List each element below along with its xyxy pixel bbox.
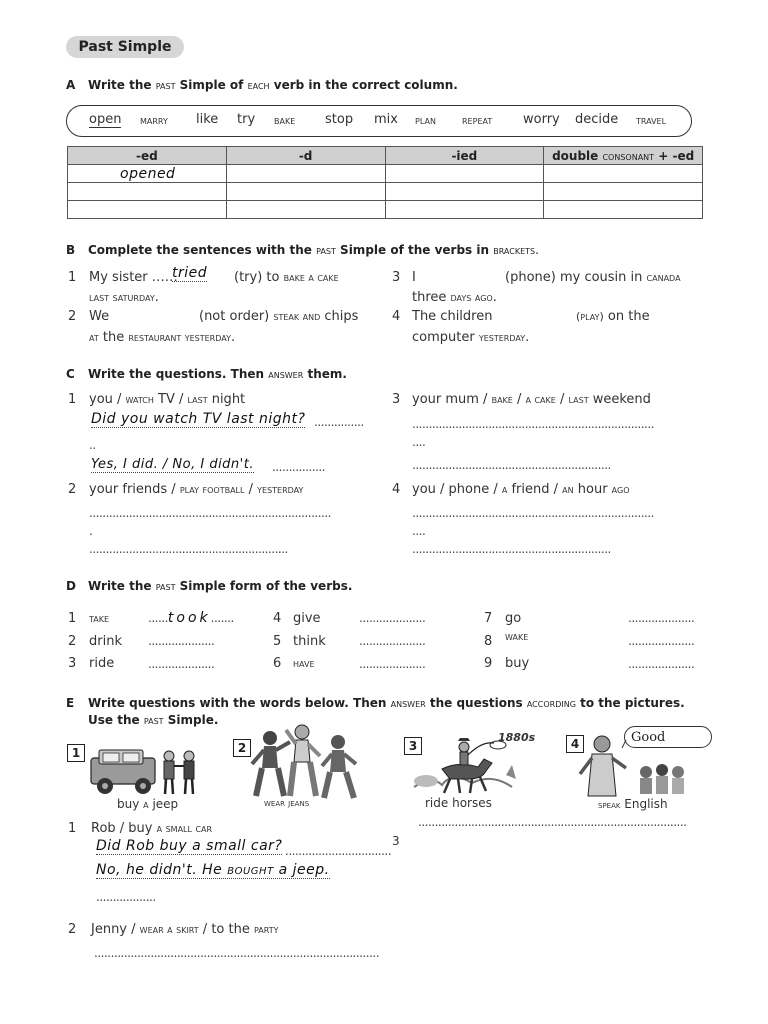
- sentence-text: [199, 309, 358, 324]
- answer-line[interactable]: ....................: [628, 657, 695, 671]
- prompt-small-caps: last: [568, 393, 589, 406]
- dancers-picture: [250, 724, 360, 800]
- instruction-text: Use the: [88, 713, 144, 727]
- table-cell[interactable]: [544, 183, 703, 201]
- prompt-small-caps: a: [501, 483, 508, 496]
- prompt-part: hour: [573, 482, 612, 497]
- table-cell-filled: opened: [68, 165, 227, 183]
- verb-columns-table: [67, 146, 703, 219]
- table-cell[interactable]: [385, 201, 544, 219]
- sentence-part: the: [98, 330, 129, 345]
- table-cell[interactable]: [68, 183, 227, 201]
- word-worry: worry: [523, 112, 560, 127]
- prompt-part: /: [555, 392, 569, 407]
- sentence-part: three: [412, 290, 451, 305]
- prompt-text: [412, 482, 630, 497]
- answer-line[interactable]: .........................................................................: [412, 506, 654, 520]
- column-header-d: -d: [226, 147, 385, 165]
- column-header-plus-ed: + -ed: [654, 148, 695, 163]
- column-header-double-text: double: [552, 148, 599, 163]
- sentence-text: [89, 290, 159, 305]
- sentence-part: .: [492, 290, 497, 305]
- year-label: 1880s: [498, 731, 536, 744]
- picture-number-2: 2: [233, 739, 251, 757]
- picture-number-1: 1: [67, 744, 85, 762]
- sentence-small-caps: (play): [576, 310, 604, 323]
- answer-line[interactable]: ....................: [359, 657, 426, 671]
- prompt-part: Rob / buy: [91, 821, 157, 836]
- sentence-text: The children: [412, 309, 493, 324]
- prompt-part: Jenny /: [91, 922, 140, 937]
- section-b-letter: B: [66, 243, 76, 257]
- instruction-text: them.: [303, 367, 347, 381]
- prompt-text: [412, 392, 651, 407]
- instruction-text: Simple of the verbs in: [335, 243, 494, 257]
- caption-part: English: [620, 797, 668, 811]
- answer-line[interactable]: ............................................................: [412, 542, 611, 556]
- prompt-part: /: [512, 392, 526, 407]
- answer-line: ....: [412, 435, 426, 449]
- prompt-small-caps: ago: [611, 483, 630, 496]
- prompt-small-caps: an: [562, 483, 574, 496]
- answer-dots: ......: [148, 611, 168, 625]
- prompt-text: [91, 922, 279, 937]
- picture-number-4: 4: [566, 735, 584, 753]
- table-cell[interactable]: [226, 201, 385, 219]
- item-number: 8: [484, 634, 493, 649]
- picture-caption-2: wear jeans: [264, 798, 310, 809]
- page-title: Past Simple: [66, 36, 184, 58]
- verb-ride: ride: [89, 656, 115, 671]
- column-header-double: [544, 147, 703, 165]
- section-e-letter: E: [66, 696, 75, 710]
- verb-drink: drink: [89, 634, 122, 649]
- section-a-heading: [66, 78, 458, 92]
- verb-wake: wake: [505, 630, 529, 643]
- prompt-small-caps: yesterday: [257, 483, 304, 496]
- item-number: 4: [273, 611, 282, 626]
- prompt-part: weekend: [588, 392, 651, 407]
- table-cell[interactable]: [68, 201, 227, 219]
- prompt-part: you / phone /: [412, 482, 502, 497]
- table-cell[interactable]: [544, 201, 703, 219]
- item-number: 3: [392, 392, 401, 407]
- word-open: open: [89, 112, 122, 127]
- word-plan: plan: [415, 114, 436, 127]
- verb-take: take: [89, 612, 110, 625]
- word-travel: travel: [636, 114, 667, 127]
- caption-part: jeep: [148, 797, 179, 811]
- verb-have: have: [293, 657, 315, 670]
- sentence-small-caps: steak and: [273, 310, 321, 323]
- answer-took: took: [167, 610, 211, 626]
- column-header-consonant: consonant: [602, 148, 655, 163]
- answer-line[interactable]: ......................................................................................: [94, 946, 380, 960]
- sentence-small-caps: bake a cake: [283, 271, 339, 284]
- instruction-text: Write the questions. Then: [88, 367, 269, 381]
- prompt-part: your friends /: [89, 482, 180, 497]
- instruction-text: the questions: [425, 696, 527, 710]
- word-marry: marry: [140, 114, 168, 127]
- instruction-text: Simple of: [175, 78, 248, 92]
- prompt-part: night: [207, 392, 246, 407]
- item-number: 2: [68, 482, 77, 497]
- prompt-small-caps: a small car: [156, 822, 213, 835]
- verb-buy: buy: [505, 656, 530, 671]
- answer-part: No, he didn't. He: [96, 862, 228, 878]
- section-e-heading-line2: [88, 713, 218, 727]
- sentence-text: My sister ……: [89, 270, 178, 285]
- answer-line: ................: [272, 460, 326, 474]
- jeep-picture: [85, 744, 205, 800]
- sentence-text: We: [89, 309, 110, 324]
- answer-response: [96, 862, 330, 879]
- answer-line: ..................: [96, 890, 156, 904]
- table-cell[interactable]: [385, 165, 544, 183]
- item-number: 6: [273, 656, 282, 671]
- prompt-small-caps: watch: [125, 393, 154, 406]
- column-header-ed: -ed: [68, 147, 227, 165]
- horse-riders-picture: [412, 735, 522, 797]
- answer-line[interactable]: ....................: [628, 611, 695, 625]
- prompt-small-caps: wear a skirt: [139, 923, 199, 936]
- item-number: 7: [484, 611, 493, 626]
- prompt-small-caps: last: [187, 393, 208, 406]
- sentence-part: on the: [603, 309, 650, 324]
- instruction-text: Write the: [88, 78, 156, 92]
- section-d-heading: [66, 579, 352, 593]
- instruction-text: Write questions with the words below. Then: [88, 696, 391, 710]
- instruction-text: .: [535, 243, 539, 257]
- answer-line[interactable]: ....................: [359, 611, 426, 625]
- sentence-part: (phone) my cousin in: [505, 270, 647, 285]
- sentence-small-caps: restaurant yesterday: [128, 331, 231, 344]
- answer-line: ................................: [285, 844, 392, 858]
- prompt-part: you /: [89, 392, 126, 407]
- word-mix: mix: [374, 112, 398, 127]
- caption-small-caps: a: [143, 798, 149, 811]
- instruction-small-caps: answer: [390, 696, 426, 710]
- sentence-small-caps: yesterday: [478, 331, 526, 344]
- item-number: 1: [68, 611, 77, 626]
- answer-line[interactable]: ....................: [148, 657, 215, 671]
- caption-part: buy: [117, 797, 144, 811]
- verb-think: think: [293, 634, 326, 649]
- instruction-small-caps: brackets: [493, 243, 536, 257]
- item-number: 1: [68, 270, 77, 285]
- table-cell[interactable]: [544, 165, 703, 183]
- item-number: 4: [392, 482, 401, 497]
- answer-question: Did you watch TV last night?: [91, 411, 306, 427]
- footnote-number: 3: [392, 834, 400, 848]
- prompt-part: friend /: [507, 482, 563, 497]
- sentence-text: [89, 330, 235, 345]
- instruction-text: Complete the sentences with the: [88, 243, 317, 257]
- prompt-small-caps: a cake: [525, 393, 556, 406]
- table-row: [68, 201, 703, 219]
- sentence-small-caps: days ago: [450, 291, 493, 304]
- picture-caption-1: [117, 797, 178, 811]
- instruction-small-caps: past: [155, 78, 176, 92]
- item-number: 9: [484, 656, 493, 671]
- section-a-letter: A: [66, 78, 76, 92]
- word-decide: decide: [575, 112, 619, 127]
- sentence-part: .: [525, 330, 530, 345]
- word-repeat: repeat: [462, 114, 493, 127]
- section-d-letter: D: [66, 579, 76, 593]
- instruction-text: Write the: [88, 579, 156, 593]
- sentence-text: [576, 309, 650, 324]
- instruction-text: Simple.: [163, 713, 219, 727]
- instruction-text: verb in the correct column.: [269, 78, 458, 92]
- sentence-part: (not order): [199, 309, 274, 324]
- answer-line[interactable]: ....................: [148, 634, 215, 648]
- instruction-small-caps: according: [526, 696, 576, 710]
- answer-line[interactable]: ............................................................: [412, 458, 611, 472]
- instruction-small-caps: answer: [268, 367, 304, 381]
- answer-dots: .......: [210, 611, 234, 625]
- instruction-small-caps: past: [316, 243, 336, 257]
- prompt-part: /: [244, 482, 258, 497]
- item-number: 2: [68, 922, 77, 937]
- prompt-text: [91, 821, 212, 836]
- sentence-small-caps: at: [89, 331, 99, 344]
- prompt-part: TV /: [153, 392, 188, 407]
- item-number: 2: [68, 634, 77, 649]
- table-cell[interactable]: [385, 183, 544, 201]
- word-like: like: [196, 112, 219, 127]
- word-try: try: [237, 112, 256, 127]
- answer-line[interactable]: .................................................................................: [418, 815, 687, 829]
- item-number: 2: [68, 309, 77, 324]
- prompt-text: [89, 482, 303, 497]
- speech-bubble: Good: [624, 726, 712, 748]
- answer-line[interactable]: ....................: [628, 634, 695, 648]
- item-number: 5: [273, 634, 282, 649]
- sentence-part: .: [231, 330, 236, 345]
- answer-line[interactable]: ....................: [359, 634, 426, 648]
- table-cell[interactable]: [226, 165, 385, 183]
- answer-line: ....: [412, 524, 426, 538]
- sentence-part: computer: [412, 330, 479, 345]
- picture-caption-3: ride horses: [425, 796, 492, 810]
- item-number: 1: [68, 392, 77, 407]
- instruction-small-caps: past: [143, 713, 164, 727]
- prompt-part: your mum /: [412, 392, 492, 407]
- word-stop: stop: [325, 112, 354, 127]
- prompt-small-caps: play football: [179, 483, 245, 496]
- instruction-small-caps: past: [155, 579, 176, 593]
- sentence-part: (try) to: [234, 270, 284, 285]
- answer-line[interactable]: ............................................................: [89, 542, 288, 556]
- sentence-text: [412, 330, 529, 345]
- column-header-ied: -ied: [385, 147, 544, 165]
- section-c-heading: [66, 367, 347, 381]
- verb-give: give: [293, 611, 321, 626]
- sentence-small-caps: last saturday: [89, 291, 155, 304]
- answer-text: tried: [172, 265, 208, 281]
- sentence-text: [412, 290, 497, 305]
- instruction-text: Simple form of the verbs.: [175, 579, 353, 593]
- sentence-part: chips: [320, 309, 359, 324]
- picture-number-3: 3: [404, 737, 422, 755]
- prompt-small-caps: party: [253, 923, 279, 936]
- sentence-text: [234, 270, 339, 285]
- prompt-part: / to the: [198, 922, 254, 937]
- word-bake: bake: [274, 114, 296, 127]
- answer-line: .: [89, 524, 93, 538]
- table-cell[interactable]: [226, 183, 385, 201]
- answer-line: [148, 610, 234, 626]
- answer-line[interactable]: .........................................................................: [412, 417, 654, 431]
- instruction-small-caps: each: [247, 78, 270, 92]
- item-number: 4: [392, 309, 401, 324]
- answer-line[interactable]: .........................................................................: [89, 506, 331, 520]
- verb-go: go: [505, 611, 522, 626]
- item-number: 3: [392, 270, 401, 285]
- prompt-text: [89, 392, 245, 407]
- table-row: [68, 183, 703, 201]
- sentence-small-caps: canada: [646, 271, 681, 284]
- section-b-heading: [66, 243, 539, 257]
- instruction-text: to the pictures.: [575, 696, 685, 710]
- answer-response: Yes, I did. / No, I didn't.: [91, 457, 254, 472]
- answer-question: Did Rob buy a small car?: [96, 838, 283, 854]
- answer-small-caps: bought: [227, 862, 274, 878]
- sentence-text: [505, 270, 681, 285]
- caption-small-caps: speak: [598, 800, 621, 811]
- sentence-text: I: [412, 270, 416, 285]
- answer-part: a jeep.: [273, 862, 330, 878]
- table-row: [68, 165, 703, 183]
- answer-line: ..: [89, 438, 96, 452]
- item-number: 3: [68, 656, 77, 671]
- sentence-part: .: [154, 290, 159, 305]
- section-c-letter: C: [66, 367, 75, 381]
- item-number: 1: [68, 821, 77, 836]
- picture-caption-4: [598, 797, 668, 811]
- teacher-picture: [578, 734, 688, 798]
- answer-line: ...............: [314, 415, 364, 429]
- prompt-small-caps: bake: [491, 393, 513, 406]
- section-e-heading: [66, 696, 685, 710]
